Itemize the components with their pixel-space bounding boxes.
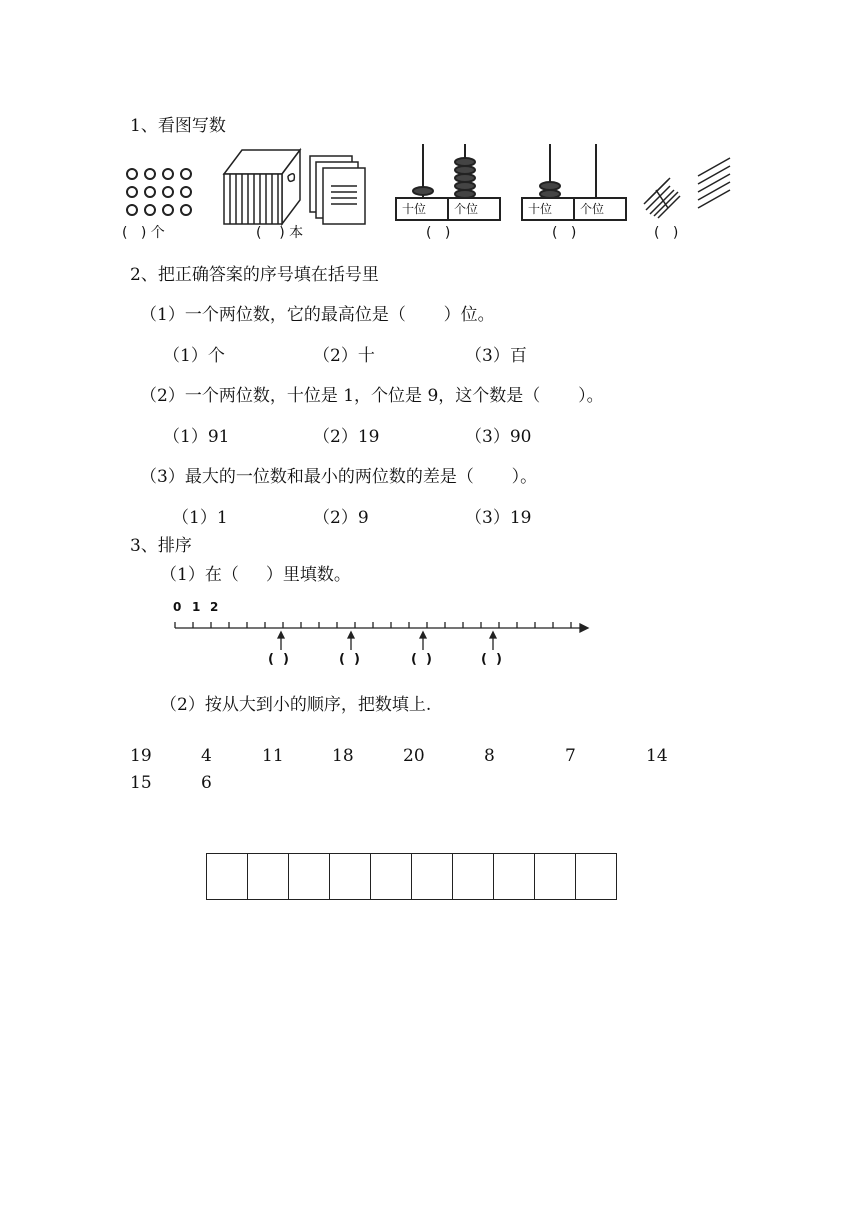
q3-number-9: 15 (130, 773, 152, 793)
loose-sticks (698, 158, 730, 208)
q3-number-4: 18 (332, 746, 354, 766)
q1-figure (120, 136, 632, 244)
nl-blank-2: ( ) (339, 652, 360, 667)
q3-title: 3、排序 (130, 536, 192, 556)
q2-item1-option2: （2）十 (313, 346, 375, 366)
q2-item1-option3: （3）百 (465, 346, 527, 366)
circles-group (127, 169, 191, 215)
q3-number-8: 14 (646, 746, 668, 766)
nl-label-2: 2 (210, 600, 219, 614)
nl-label-1: 1 (192, 600, 201, 614)
nl-arrows (278, 632, 496, 650)
answer-box[interactable] (330, 854, 371, 899)
ones-label-1: 个位 (454, 202, 479, 216)
nl-label-0: 0 (173, 600, 182, 614)
nl-blank-4: ( ) (481, 652, 502, 667)
nl-ticks (175, 622, 571, 628)
tens-label-1: 十位 (402, 202, 427, 216)
q2-item3-question: （3）最大的一位数和最小的两位数的差是（ ）。 (140, 467, 538, 487)
q2-item3-option1: （1）1 (172, 508, 228, 528)
ones-label-2: 个位 (580, 202, 605, 216)
nl-blank-3: ( ) (411, 652, 432, 667)
q1-caption-sticks: ( ) (654, 225, 679, 241)
q3-number-6: 8 (484, 746, 495, 766)
q3-number-10: 6 (201, 773, 212, 793)
q3-number-1: 19 (130, 746, 152, 766)
q1-caption-abacus2: ( ) (552, 225, 577, 241)
q3-number-3: 11 (262, 746, 284, 766)
nl-blank-1: ( ) (268, 652, 289, 667)
q2-item3-option3: （3）19 (465, 508, 532, 528)
q2-item1-question: （1）一个两位数，它的最高位是（ ）位。 (140, 305, 495, 325)
q2-item2-question: （2）一个两位数，十位是 1，个位是 9，这个数是（ ）。 (140, 386, 604, 406)
q3-sub1: （1）在（ ）里填数。 (160, 565, 351, 585)
q2-item1-option1: （1）个 (163, 346, 225, 366)
q2-item2-option1: （1）91 (163, 427, 230, 447)
answer-box[interactable] (576, 854, 616, 899)
book-bundle (224, 150, 300, 224)
q2-item2-option3: （3）90 (465, 427, 532, 447)
q1-caption-abacus1: ( ) (426, 225, 451, 241)
answer-box[interactable] (535, 854, 576, 899)
q3-number-7: 7 (565, 746, 576, 766)
q1-caption-circles: ( ) 个 (122, 225, 165, 241)
number-line (170, 596, 590, 676)
q2-item2-option2: （2）19 (313, 427, 380, 447)
answer-box[interactable] (453, 854, 494, 899)
loose-books (310, 156, 365, 224)
q1-title: 1、看图写数 (130, 116, 226, 136)
answer-box[interactable] (207, 854, 248, 899)
answer-box[interactable] (248, 854, 289, 899)
q1-caption-books: ( ) 本 (256, 225, 304, 241)
tens-label-2: 十位 (528, 202, 553, 216)
q3-sub2: （2）按从大到小的顺序，把数填上. (160, 695, 432, 715)
sticks-drawing (640, 150, 740, 230)
answer-box-row (206, 853, 617, 900)
number-line-svg (170, 596, 590, 656)
q2-item3-option2: （2）9 (313, 508, 369, 528)
stick-bundle (644, 178, 680, 218)
answer-box[interactable] (494, 854, 535, 899)
q3-number-5: 20 (403, 746, 425, 766)
q3-number-2: 4 (201, 746, 212, 766)
q2-title: 2、把正确答案的序号填在括号里 (130, 265, 379, 285)
answer-box[interactable] (289, 854, 330, 899)
answer-box[interactable] (412, 854, 453, 899)
answer-box[interactable] (371, 854, 412, 899)
